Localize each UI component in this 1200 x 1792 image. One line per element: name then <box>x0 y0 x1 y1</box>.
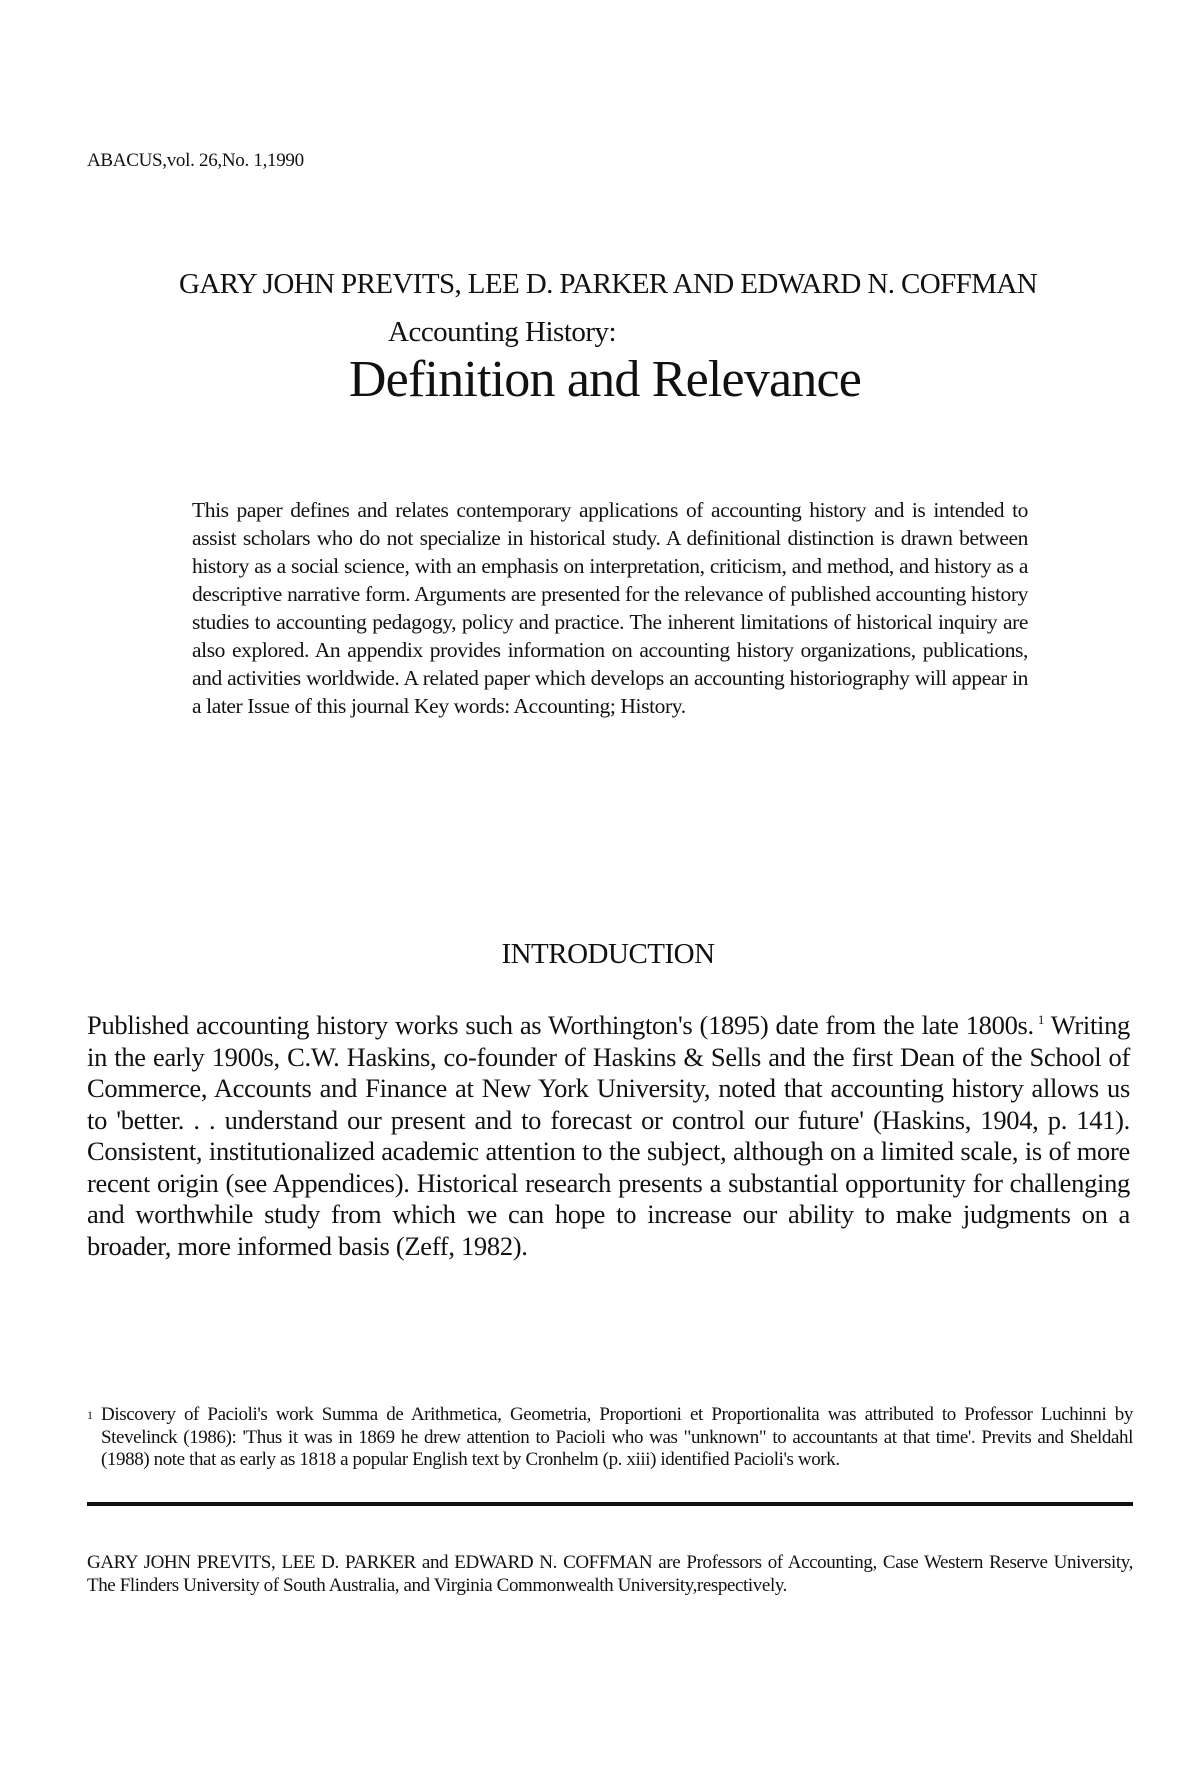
article-title: Definition and Relevance <box>348 351 862 408</box>
footnote-text: Discovery of Pacioli's work Summa de Arithmetica, Geometria, Proportioni et Proportionalita was attributed to Professor Luchinni by Stevelinck (1986): 'Thus it was in 1869 he drew attention to Pacioli who was "unknown" to accountants at that time'. Previts and Sheldahl (1988) note that as early as 1818 a popular English text by Cronhelm (p. xiii) identified Pacioli's work. <box>101 1404 1133 1470</box>
author-affiliation-note: GARY JOHN PREVITS, LEE D. PARKER and EDWARD N. COFFMAN are Professors of Accounting, Case Western Reserve University, The Flinders University of South Australia, and Virginia Commonwealth University,respectively. <box>87 1552 1133 1596</box>
footnote <box>87 1404 1133 1472</box>
footnote-reference: 1 <box>1037 1012 1045 1027</box>
introduction-text-part1: Published accounting history works such as Worthington's (1895) date from the late 1800s. <box>87 1010 1034 1040</box>
abstract: This paper defines and relates contemporary applications of accounting history and is intended to assist scholars who do not specialize in historical study. A definitional distinction is drawn between history as a social science, with an emphasis on interpretation, criticism, and method, and history as a descriptive narrative form. Arguments are presented for the relevance of published accounting history studies to accounting pedagogy, policy and practice. The inherent limitations of historical inquiry are also explored. An appendix provides information on accounting history organizations, publications, and activities worldwide. A related paper which develops an accounting historiography will appear in a later Issue of this journal Key words: Accounting; History. <box>192 498 1028 718</box>
article-authors: GARY JOHN PREVITS, LEE D. PARKER AND EDWARD N. COFFMAN <box>178 268 1038 300</box>
article-subtitle: Accounting History: <box>388 316 617 348</box>
journal-citation: ABACUS,vol. 26,No. 1,1990 <box>87 150 304 171</box>
footnote-marker: 1 <box>87 1408 93 1422</box>
introduction-text-part2: Writing in the early 1900s, C.W. Haskins, co-founder of Haskins & Sells and the first Dean of the School of Commerce, Accounts and Finance at New York University, noted that accounting history allows us to 'better. . . understand our present and to forecast or control our future' (Haskins, 1904, p. 141). Consistent, institutionalized academic attention to the subject, although on a limited scale, is of more recent origin (see Appendices). Historical research presents a substantial opportunity for challenging and worthwhile study from which we can hope to increase our ability to make judgments on a broader, more informed basis (Zeff, 1982). <box>87 1010 1130 1261</box>
section-heading-introduction: INTRODUCTION <box>501 938 715 970</box>
footnote-divider <box>87 1502 1133 1506</box>
introduction-paragraph <box>87 1004 1130 1262</box>
